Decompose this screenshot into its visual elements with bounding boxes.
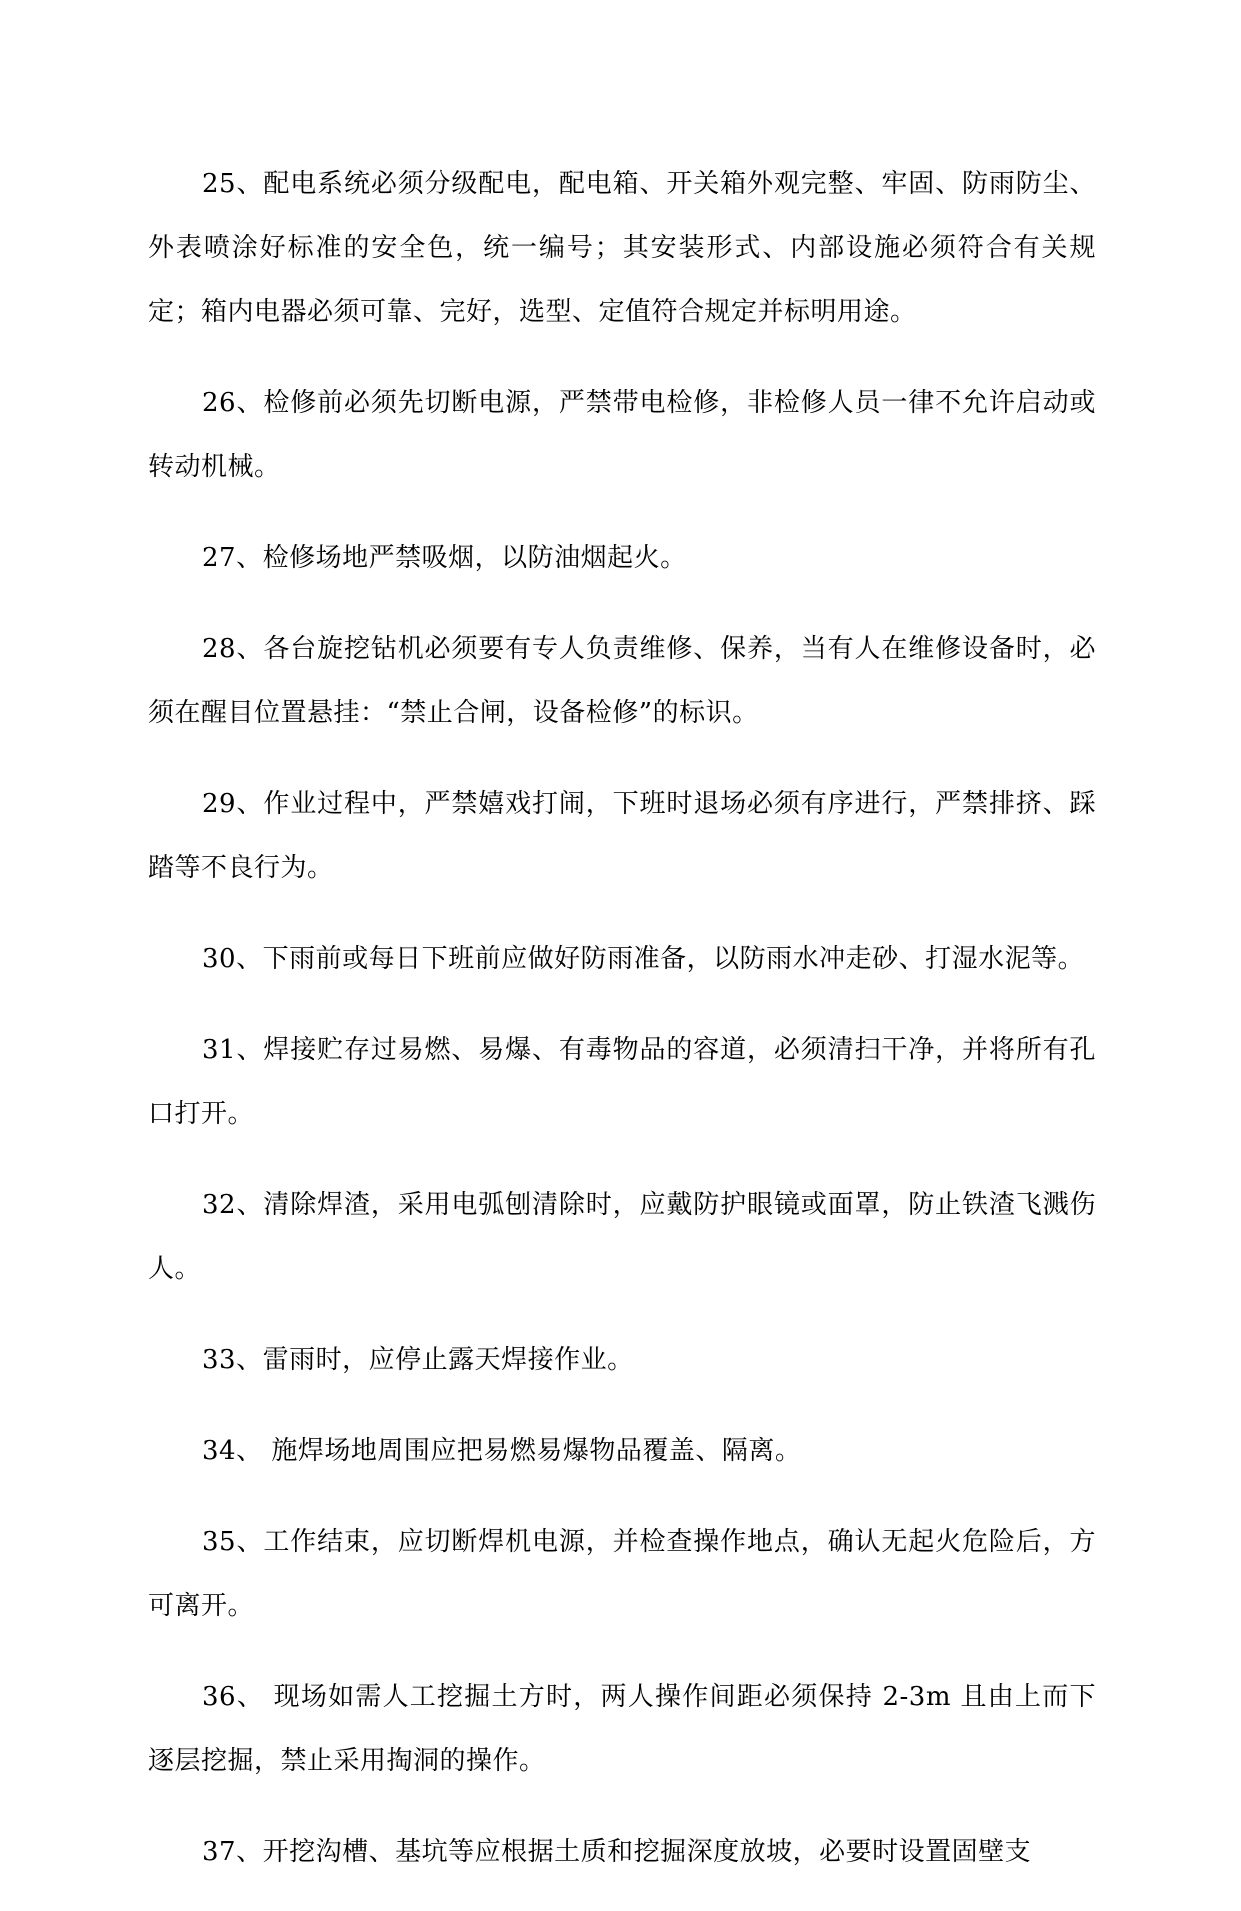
paragraph-34: 34、 施焊场地周围应把易燃易爆物品覆盖、隔离。 xyxy=(202,1436,802,1466)
document-body xyxy=(148,152,1096,1911)
paragraph-32: 32、清除焊渣，采用电弧刨清除时，应戴防护眼镜或面罩，防止铁渣飞溅伤人。 xyxy=(148,1190,1096,1284)
paragraph-28: 28、各台旋挖钻机必须要有专人负责维修、保养，当有人在维修设备时，必须在醒目位置悬挂：“禁止合闸，设备检修”的标识。 xyxy=(148,634,1096,728)
paragraph-36: 36、 现场如需人工挖掘土方时，两人操作间距必须保持 2-3m 且由上而下逐层挖掘，禁止采用掏洞的操作。 xyxy=(148,1682,1096,1776)
paragraph-25: 25、配电系统必须分级配电，配电箱、开关箱外观完整、牢固、防雨防尘、外表喷涂好标准的安全色，统一编号；其安装形式、内部设施必须符合有关规定；箱内电器必须可靠、完好，选型、定值符合规定并标明用途。 xyxy=(148,169,1096,327)
paragraph-35: 35、工作结束，应切断焊机电源，并检查操作地点，确认无起火危险后，方可离开。 xyxy=(148,1527,1096,1621)
paragraph-26: 26、检修前必须先切断电源，严禁带电检修，非检修人员一律不允许启动或转动机械。 xyxy=(148,388,1096,482)
paragraph-30: 30、下雨前或每日下班前应做好防雨准备，以防雨水冲走砂、打湿水泥等。 xyxy=(202,944,1085,974)
paragraph-37: 37、开挖沟槽、基坑等应根据土质和挖掘深度放坡，必要时设置固壁支 xyxy=(202,1837,1032,1867)
paragraph-31: 31、焊接贮存过易燃、易爆、有毒物品的容道，必须清扫干净，并将所有孔口打开。 xyxy=(148,1035,1096,1129)
paragraph-33: 33、雷雨时，应停止露天焊接作业。 xyxy=(202,1345,634,1375)
paragraph-29: 29、作业过程中，严禁嬉戏打闹，下班时退场必须有序进行，严禁排挤、踩踏等不良行为。 xyxy=(148,789,1096,883)
paragraph-27: 27、检修场地严禁吸烟，以防油烟起火。 xyxy=(202,543,687,573)
